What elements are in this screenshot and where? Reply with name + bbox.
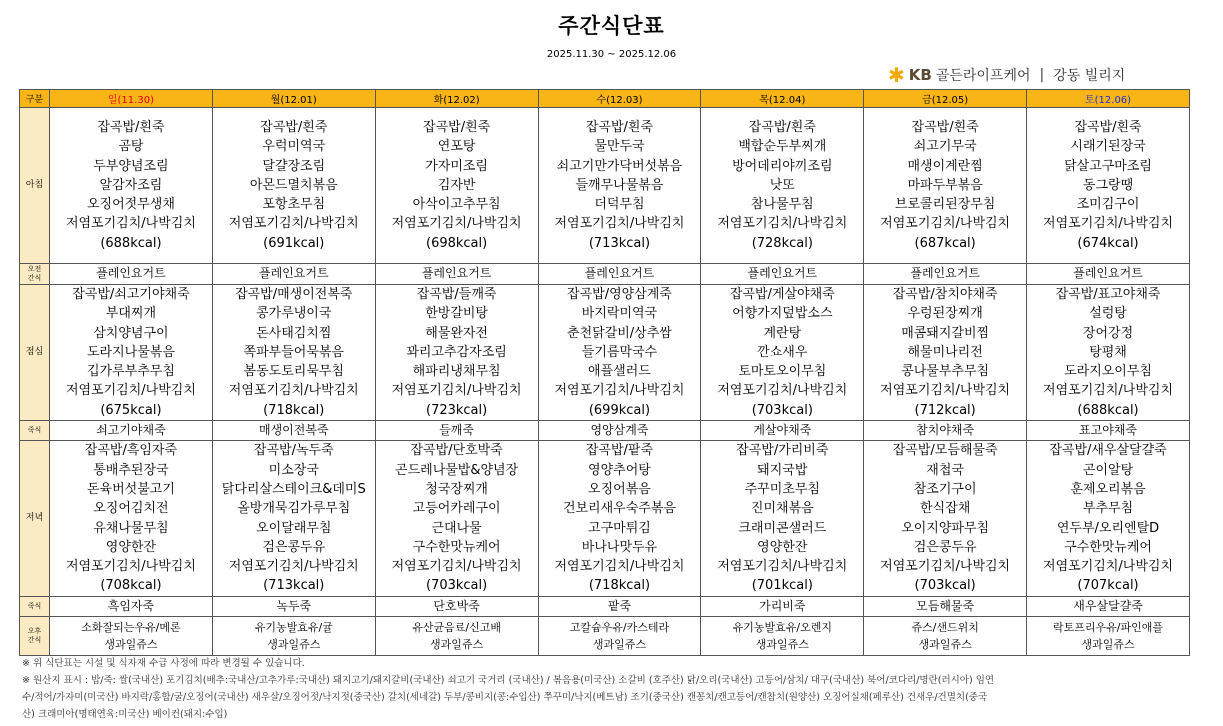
day-header-row bbox=[20, 90, 1190, 108]
menu-item: 미소장국 bbox=[268, 462, 319, 478]
menu-item: 저염포기김치/나박김치 bbox=[65, 383, 196, 399]
menu-item: 녹두죽 bbox=[276, 598, 312, 613]
row-label: 죽식 bbox=[20, 421, 50, 441]
day-header: 토(12.06) bbox=[1027, 90, 1190, 108]
menu-cell bbox=[1027, 108, 1190, 264]
row-label bbox=[20, 264, 50, 285]
menu-cell bbox=[50, 441, 213, 596]
menu-item: 고등어카레구이 bbox=[412, 501, 501, 517]
am-snack-row bbox=[20, 264, 1190, 285]
note-line: ※ 위 식단표는 시설 및 식자재 수급 사정에 따라 변경될 수 있습니다. bbox=[22, 658, 305, 669]
menu-cell bbox=[50, 421, 213, 441]
menu-item: (703kcal) bbox=[426, 578, 488, 594]
menu-item: 백합순두부찌개 bbox=[738, 139, 827, 155]
menu-item: 잡곡밥/흰죽 bbox=[1074, 119, 1142, 135]
menu-cell bbox=[375, 108, 538, 264]
menu-item: 가자미조림 bbox=[425, 158, 488, 174]
menu-item: 흑임자죽 bbox=[107, 598, 155, 613]
page-title: 주간식단표 bbox=[558, 14, 665, 38]
menu-item: (712kcal) bbox=[914, 402, 976, 418]
menu-item: (703kcal) bbox=[751, 402, 813, 418]
menu-cell bbox=[701, 617, 864, 656]
menu-item: 매생이전복죽 bbox=[258, 423, 329, 438]
row-label-line: 오전 bbox=[27, 265, 42, 273]
menu-item: (687kcal) bbox=[914, 235, 976, 251]
menu-item: 저염포기김치/나박김치 bbox=[65, 559, 196, 575]
day-header: 일(11.30) bbox=[50, 90, 213, 108]
menu-item: 잡곡밥/참치야채죽 bbox=[892, 287, 998, 302]
menu-item: (691kcal) bbox=[263, 235, 325, 251]
menu-item: 저염포기김치/나박김치 bbox=[717, 216, 848, 232]
menu-cell bbox=[212, 264, 375, 285]
menu-item: 한방갈비탕 bbox=[425, 306, 488, 322]
menu-item: 생과일쥬스 bbox=[918, 638, 972, 652]
menu-item: 구수한맛뉴케어 bbox=[412, 539, 501, 555]
menu-item: (703kcal) bbox=[914, 578, 976, 594]
menu-item: 연포탕 bbox=[437, 139, 476, 155]
menu-item: 들깨죽 bbox=[439, 423, 474, 438]
menu-item: 저염포기김치/나박김치 bbox=[391, 383, 522, 399]
menu-item: 잡곡밥/흰죽 bbox=[423, 119, 491, 135]
menu-item: 해파리냉채무침 bbox=[412, 364, 501, 380]
menu-cell bbox=[538, 264, 701, 285]
brand-name: 골든라이프케어 bbox=[935, 68, 1031, 84]
menu-item: 돈육버섯불고기 bbox=[86, 481, 175, 497]
menu-item: 플레인요거트 bbox=[421, 266, 492, 281]
menu-item: (688kcal) bbox=[1077, 402, 1139, 418]
day-header: 목(12.04) bbox=[701, 90, 864, 108]
note-line: 산) 크래미아(명태연육:미국산) 베이컨(돼지:수입) bbox=[22, 709, 228, 720]
menu-item: 잡곡밥/표고야채죽 bbox=[1055, 287, 1161, 302]
menu-item: (713kcal) bbox=[588, 235, 651, 251]
menu-item: 생과일쥬스 bbox=[755, 638, 809, 652]
menu-item: 돈사태김치찜 bbox=[256, 325, 332, 341]
menu-cell bbox=[375, 617, 538, 656]
menu-item: 재첩국 bbox=[926, 462, 964, 478]
menu-item: 깐쇼새우 bbox=[757, 344, 808, 360]
menu-item: 영양추어탕 bbox=[588, 462, 651, 478]
menu-cell bbox=[864, 617, 1027, 656]
menu-item: 잡곡밥/흰죽 bbox=[585, 119, 654, 135]
menu-item: 오징어김치전 bbox=[93, 501, 169, 517]
lunch-row bbox=[20, 285, 1190, 421]
menu-item: 해물미나리전 bbox=[907, 344, 983, 360]
menu-item: 저염포기김치/나박김치 bbox=[717, 559, 848, 575]
menu-cell bbox=[375, 441, 538, 596]
menu-cell bbox=[375, 285, 538, 421]
menu-cell bbox=[50, 596, 213, 616]
day-header: 월(12.01) bbox=[212, 90, 375, 108]
brand-logo-group bbox=[888, 63, 1125, 87]
menu-item: 곤이알탕 bbox=[1082, 462, 1134, 478]
menu-item: 잡곡밥/흑임자죽 bbox=[84, 443, 178, 459]
menu-item: 춘천닭갈비/상추쌈 bbox=[567, 325, 672, 341]
menu-item: 마파두부볶음 bbox=[907, 177, 983, 193]
menu-item: 매콤돼지갈비찜 bbox=[901, 325, 990, 341]
menu-item: 검은콩두유 bbox=[913, 539, 977, 555]
dinner-row bbox=[20, 441, 1190, 596]
menu-cell bbox=[50, 108, 213, 264]
menu-item: 시래기된장국 bbox=[1070, 139, 1146, 155]
menu-item: 애플샐러드 bbox=[588, 364, 651, 380]
menu-cell bbox=[212, 596, 375, 616]
menu-item: 두부양념조림 bbox=[93, 158, 169, 174]
menu-cell bbox=[864, 596, 1027, 616]
menu-cell bbox=[1027, 617, 1190, 656]
row-label-line: 간식 bbox=[27, 274, 42, 282]
weekly-menu-table bbox=[19, 89, 1190, 656]
menu-item: 토마토오이무침 bbox=[738, 364, 827, 380]
row-label-line: 오후 bbox=[27, 627, 42, 636]
menu-cell bbox=[538, 617, 701, 656]
menu-item: 플레인요거트 bbox=[747, 266, 818, 281]
menu-item: (674kcal) bbox=[1077, 235, 1139, 251]
corner-label: 구분 bbox=[20, 90, 50, 108]
menu-item: 닭다리살스테이크&데미S bbox=[221, 481, 366, 497]
menu-cell bbox=[50, 617, 213, 656]
menu-item: 저염포기김치/나박김치 bbox=[880, 216, 1011, 232]
menu-item: 저염포기김치/나박김치 bbox=[1043, 216, 1174, 232]
day-header: 금(12.05) bbox=[864, 90, 1027, 108]
menu-item: 생과일쥬스 bbox=[592, 638, 647, 652]
menu-item: 도라지나물볶음 bbox=[86, 344, 175, 360]
day-header: 화(12.02) bbox=[375, 90, 538, 108]
menu-item: (718kcal) bbox=[263, 402, 325, 418]
notes bbox=[22, 655, 1202, 723]
menu-item: 영양한잔 bbox=[105, 539, 157, 555]
menu-cell bbox=[1027, 441, 1190, 596]
menu-cell bbox=[1027, 421, 1190, 441]
menu-cell bbox=[701, 264, 864, 285]
menu-item: 잡곡밥/팥죽 bbox=[585, 443, 654, 459]
menu-item: 방어데리야끼조림 bbox=[732, 158, 833, 174]
menu-item: 쇠고기야채죽 bbox=[96, 423, 166, 438]
menu-item: 더덕무침 bbox=[594, 197, 645, 213]
menu-cell bbox=[375, 596, 538, 616]
menu-item: 아몬드멸치볶음 bbox=[249, 177, 338, 193]
menu-item: 우렁된장찌개 bbox=[907, 306, 983, 322]
row-label: 점심 bbox=[20, 285, 50, 421]
menu-item: 훈제오리볶음 bbox=[1070, 481, 1146, 497]
menu-item: 바나나맛두유 bbox=[581, 539, 658, 555]
menu-item: 잡곡밥/흰죽 bbox=[748, 119, 816, 135]
menu-item: 유기농발효유/오렌지 bbox=[732, 621, 832, 635]
menu-item: 도라지오이무침 bbox=[1064, 364, 1152, 380]
menu-item: 저염포기김치/나박김치 bbox=[880, 559, 1011, 575]
lunch-porridge-row bbox=[20, 421, 1190, 441]
menu-item: 잡곡밥/쇠고기야채죽 bbox=[72, 287, 190, 302]
menu-item: 생과일쥬스 bbox=[430, 638, 484, 652]
menu-item: 유기농발효유/귤 bbox=[254, 621, 333, 635]
menu-item: 참조기구이 bbox=[913, 481, 977, 497]
menu-item: 플레인요거트 bbox=[96, 266, 166, 281]
menu-item: 저염포기김치/나박김치 bbox=[1043, 383, 1174, 399]
menu-item: 팥죽 bbox=[607, 598, 632, 613]
menu-item: 잡곡밥/가리비죽 bbox=[736, 443, 829, 459]
menu-item: 잡곡밥/흰죽 bbox=[260, 119, 328, 135]
menu-item: 잡곡밥/녹두죽 bbox=[253, 443, 334, 459]
branch-name: 강동 빌리지 bbox=[1053, 68, 1126, 84]
menu-item: 생과일쥬스 bbox=[104, 638, 158, 652]
menu-item: 건보리새우숙주볶음 bbox=[562, 501, 676, 517]
row-label: 죽식 bbox=[20, 596, 50, 616]
menu-item: 저염포기김치/나박김치 bbox=[554, 216, 685, 232]
brand-separator: | bbox=[1039, 67, 1045, 83]
menu-item: 곤드레나물밥&양념장 bbox=[395, 462, 519, 478]
menu-item: 계란탕 bbox=[763, 325, 802, 341]
menu-cell bbox=[701, 285, 864, 421]
menu-item: 표고야채죽 bbox=[1079, 423, 1138, 438]
menu-item: 곰탕 bbox=[118, 139, 144, 155]
menu-item: (713kcal) bbox=[263, 578, 325, 594]
menu-item: 잡곡밥/영양삼계죽 bbox=[567, 287, 672, 302]
menu-item: 오징어젓무생채 bbox=[86, 197, 175, 213]
row-label-line: 간식 bbox=[27, 636, 42, 645]
menu-item: 저염포기김치/나박김치 bbox=[1043, 559, 1174, 575]
menu-item: (708kcal) bbox=[100, 578, 162, 594]
menu-item: 생과일쥬스 bbox=[267, 638, 321, 652]
menu-cell bbox=[375, 264, 538, 285]
menu-item: 주꾸미초무침 bbox=[744, 481, 820, 497]
menu-item: 들깨무나물볶음 bbox=[575, 177, 664, 193]
menu-cell bbox=[864, 264, 1027, 285]
menu-item: 새우살달걀죽 bbox=[1073, 598, 1143, 613]
menu-item: 잡곡밥/단호박죽 bbox=[410, 443, 503, 459]
menu-item: 탕평채 bbox=[1089, 344, 1127, 360]
menu-item: 어향가지덮밥소스 bbox=[732, 306, 833, 322]
menu-cell bbox=[701, 108, 864, 264]
menu-cell bbox=[864, 108, 1027, 264]
menu-item: 장어강정 bbox=[1082, 325, 1134, 341]
menu-item: 쇠고기만가닥버섯볶음 bbox=[556, 158, 683, 174]
menu-item: 낫또 bbox=[769, 177, 795, 193]
menu-cell bbox=[538, 596, 701, 616]
menu-item: 포항초무침 bbox=[262, 197, 326, 213]
menu-item: 부추무침 bbox=[1082, 501, 1134, 517]
menu-item: 단호박죽 bbox=[433, 598, 480, 613]
menu-item: 깁가루부추무침 bbox=[86, 364, 175, 380]
row-label: 저녁 bbox=[20, 441, 50, 596]
menu-item: 꽈리고추감자조림 bbox=[406, 344, 507, 360]
menu-item: 연두부/오리엔탈D bbox=[1056, 520, 1160, 536]
menu-item: 저염포기김치/나박김치 bbox=[717, 383, 848, 399]
menu-item: 저염포기김치/나박김치 bbox=[228, 559, 359, 575]
menu-item: 들기름막국수 bbox=[581, 344, 658, 360]
menu-cell bbox=[701, 596, 864, 616]
menu-item: 고칼슘우유/카스테라 bbox=[569, 621, 670, 635]
kb-star-icon: ✱ bbox=[888, 63, 905, 87]
row-label: 아침 bbox=[20, 108, 50, 264]
menu-item: 봄동도토리묵무침 bbox=[243, 364, 344, 380]
menu-item: 부대찌개 bbox=[105, 306, 157, 322]
day-header: 수(12.03) bbox=[538, 90, 701, 108]
menu-cell bbox=[538, 421, 701, 441]
menu-item: 플레인요거트 bbox=[910, 266, 980, 281]
menu-item: 잡곡밥/들깨죽 bbox=[416, 287, 497, 302]
menu-cell bbox=[212, 441, 375, 596]
menu-item: (698kcal) bbox=[426, 235, 488, 251]
menu-item: 가리비죽 bbox=[759, 598, 806, 613]
menu-item: 고구마튀김 bbox=[588, 520, 651, 536]
menu-cell bbox=[538, 441, 701, 596]
menu-cell bbox=[864, 285, 1027, 421]
row-label bbox=[20, 617, 50, 656]
menu-cell bbox=[1027, 264, 1190, 285]
menu-item: 쥬스/샌드위치 bbox=[911, 621, 979, 635]
menu-item: 플레인요거트 bbox=[584, 266, 655, 281]
menu-cell bbox=[212, 285, 375, 421]
menu-item: 플레인요거트 bbox=[1073, 266, 1143, 281]
menu-item: 저염포기김치/나박김치 bbox=[228, 216, 359, 232]
menu-item: 매생이계란찜 bbox=[907, 158, 983, 174]
menu-item: 청국장찌개 bbox=[425, 481, 488, 497]
menu-item: 설렁탕 bbox=[1089, 306, 1127, 322]
date-range: 2025.11.30 ~ 2025.12.06 bbox=[546, 49, 677, 60]
menu-item: 유산균음료/신고배 bbox=[412, 621, 501, 635]
pm-snack-row bbox=[20, 617, 1190, 656]
menu-item: 콩나물부추무침 bbox=[901, 364, 990, 380]
menu-cell bbox=[538, 108, 701, 264]
menu-item: 참치야채죽 bbox=[916, 423, 975, 438]
menu-item: 저염포기김치/나박김치 bbox=[880, 383, 1011, 399]
menu-cell bbox=[212, 108, 375, 264]
menu-cell bbox=[701, 421, 864, 441]
menu-item: (701kcal) bbox=[751, 578, 813, 594]
menu-item: 아삭이고추무침 bbox=[412, 197, 501, 213]
menu-cell bbox=[1027, 285, 1190, 421]
menu-cell bbox=[864, 421, 1027, 441]
menu-cell bbox=[50, 285, 213, 421]
menu-item: 크래미콘샐러드 bbox=[738, 520, 827, 536]
menu-item: (728kcal) bbox=[751, 235, 813, 251]
menu-cell bbox=[1027, 596, 1190, 616]
menu-item: 저염포기김치/나박김치 bbox=[65, 216, 196, 232]
menu-item: 게살야채죽 bbox=[753, 423, 812, 438]
menu-item: 삼치양념구이 bbox=[93, 325, 169, 341]
menu-item: 잡곡밥/흰죽 bbox=[911, 119, 979, 135]
dinner-porridge-row bbox=[20, 596, 1190, 616]
menu-cell bbox=[701, 441, 864, 596]
menu-item: 동그랑땡 bbox=[1082, 177, 1134, 193]
menu-item: 모듬해물죽 bbox=[916, 598, 975, 613]
menu-item: 잡곡밥/게살야채죽 bbox=[729, 287, 835, 302]
menu-item: 플레인요거트 bbox=[258, 266, 329, 281]
menu-item: 브로콜리된장무침 bbox=[894, 197, 996, 213]
menu-item: 잡곡밥/매생이전복죽 bbox=[235, 287, 353, 302]
menu-item: 잡곡밥/흰죽 bbox=[97, 119, 165, 135]
menu-item: 잡곡밥/모듬해물죽 bbox=[892, 443, 998, 459]
menu-item: (723kcal) bbox=[426, 402, 488, 418]
note-line: 수/적어/가자미(미국산) 바지락/홍합/굴/오징어(국내산) 새우살/오징어젓/낙지젓(중국산) 갈치(세네갈) 두부/콩비지(콩:수입산) 쭈꾸미/낙지(베트남) 조기(중국산) 캔꽁치/캔고등어/캔참치(원양산) 오징어실채(페루산) 건새우/건멸치(중국 bbox=[22, 692, 988, 703]
menu-item: 락토프리우유/파인애플 bbox=[1053, 621, 1164, 635]
menu-item: 쪽파부들어묵볶음 bbox=[243, 344, 344, 360]
menu-item: 소화잘되는우유/메론 bbox=[81, 621, 181, 635]
menu-cell bbox=[212, 617, 375, 656]
menu-item: 우럭미역국 bbox=[262, 139, 326, 155]
menu-cell bbox=[538, 285, 701, 421]
menu-item: (707kcal) bbox=[1077, 578, 1139, 594]
menu-item: 검은콩두유 bbox=[262, 539, 326, 555]
menu-item: (675kcal) bbox=[100, 402, 162, 418]
menu-item: 한식잡채 bbox=[920, 501, 971, 517]
menu-item: 저염포기김치/나박김치 bbox=[554, 383, 685, 399]
menu-item: 참나물무침 bbox=[750, 197, 814, 213]
menu-item: 통배추된장국 bbox=[93, 462, 169, 478]
menu-item: 조미김구이 bbox=[1076, 197, 1140, 213]
menu-item: 영양한잔 bbox=[757, 539, 808, 555]
menu-item: 알감자조림 bbox=[99, 177, 163, 193]
brand-logo-text: KB bbox=[908, 66, 932, 84]
menu-item: 영양삼계죽 bbox=[590, 423, 649, 438]
menu-item: 콩가루냉이국 bbox=[256, 306, 332, 322]
menu-item: 달걀장조림 bbox=[262, 158, 326, 174]
menu-item: 올방개묵김가루무침 bbox=[237, 501, 351, 517]
menu-item: 물만두국 bbox=[594, 139, 645, 155]
menu-item: 저염포기김치/나박김치 bbox=[554, 559, 685, 575]
note-line: ※ 원산지 표시 : 밥/죽: 쌀(국내산) 포기김치(배추:국내산/고추가루:국내산) 돼지고기/돼지갈비(국내산) 쇠고기 국거리 (국내산) / 볶음용(미국산) 소갈비 (호주산) 닭/오리(국내산) 고등어/삼치/ 대구(국내산) 북어/코다리/명란(러시아) 임연 bbox=[22, 675, 995, 686]
menu-item: 구수한맛뉴케어 bbox=[1064, 539, 1152, 555]
menu-item: 김자반 bbox=[437, 177, 476, 193]
menu-cell bbox=[375, 421, 538, 441]
menu-item: 저염포기김치/나박김치 bbox=[391, 216, 522, 232]
menu-item: 저염포기김치/나박김치 bbox=[391, 559, 522, 575]
menu-item: 오이지양파무침 bbox=[901, 520, 990, 536]
menu-item: 닭살고구마조림 bbox=[1064, 158, 1152, 174]
menu-cell bbox=[50, 264, 213, 285]
menu-item: 유채나물무침 bbox=[93, 520, 169, 536]
menu-item: (718kcal) bbox=[588, 578, 651, 594]
menu-item: 오징어볶음 bbox=[588, 481, 651, 497]
menu-cell bbox=[864, 441, 1027, 596]
menu-item: (688kcal) bbox=[100, 235, 162, 251]
menu-item: (699kcal) bbox=[588, 402, 651, 418]
menu-item: 오이달래무침 bbox=[256, 520, 332, 536]
menu-item: 쇠고기무국 bbox=[913, 139, 977, 155]
menu-item: 잡곡밥/새우살달걀죽 bbox=[1049, 443, 1167, 459]
menu-item: 해물완자전 bbox=[425, 325, 488, 341]
menu-item: 근대나물 bbox=[431, 520, 482, 536]
menu-item: 생과일쥬스 bbox=[1081, 638, 1135, 652]
menu-item: 저염포기김치/나박김치 bbox=[228, 383, 359, 399]
breakfast-row bbox=[20, 108, 1190, 264]
menu-item: 바지락미역국 bbox=[581, 306, 658, 322]
menu-item: 돼지국밥 bbox=[757, 462, 808, 478]
menu-cell bbox=[212, 421, 375, 441]
menu-item: 진미채볶음 bbox=[750, 501, 814, 517]
